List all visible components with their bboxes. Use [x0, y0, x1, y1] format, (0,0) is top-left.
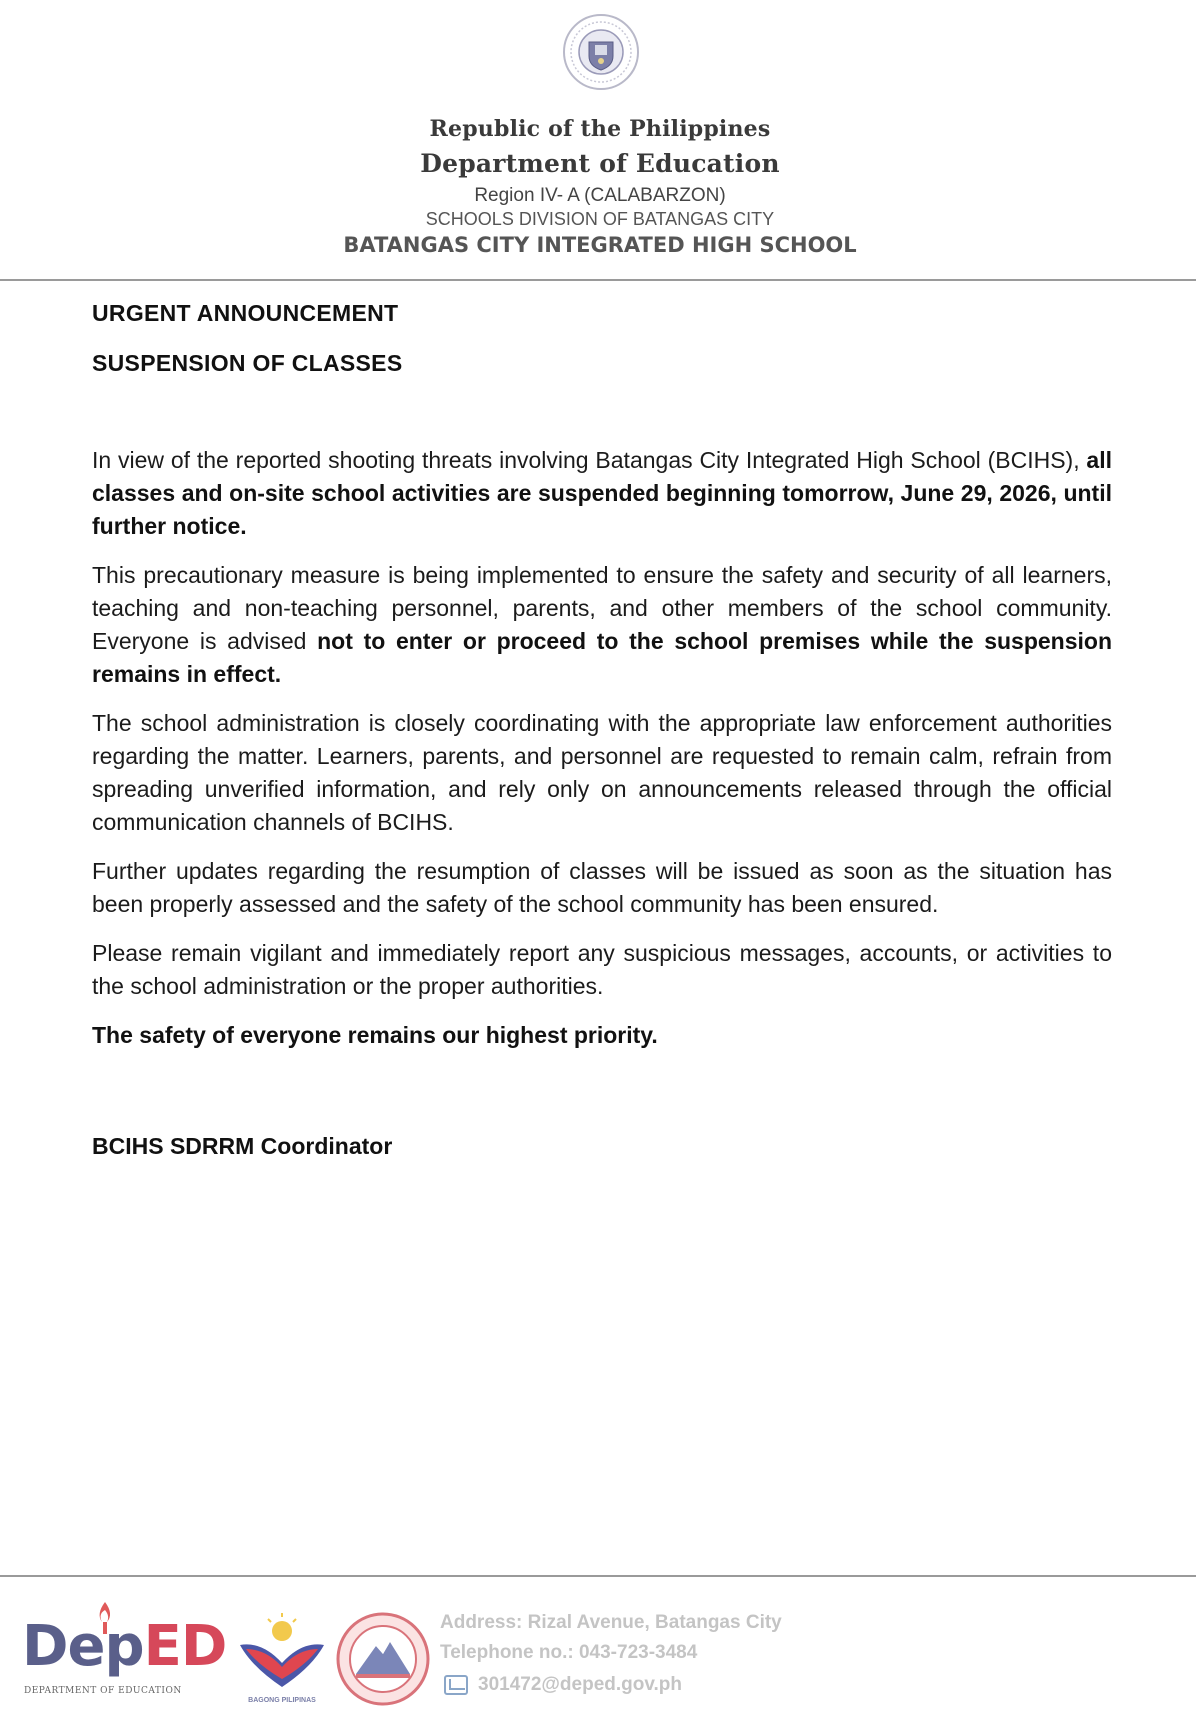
- school-seal-icon: [336, 1612, 430, 1706]
- bagong-pilipinas-logo: [232, 1605, 332, 1710]
- header-school-name: BATANGAS CITY INTEGRATED HIGH SCHOOL: [343, 233, 857, 257]
- footer-address: Address: Rizal Avenue, Batangas City: [440, 1612, 782, 1633]
- paragraph-2-text: This precautionary measure is being implemented to ensure the safety and security of all learners, teaching and non-teaching personnel, parents, and other members of the school community. Everyone is advised: [92, 562, 1112, 654]
- paragraph-5: Please remain vigilant and immediately report any suspicious messages, accounts, or activities to the school administration or the proper authorities.: [92, 940, 1112, 999]
- bagong-pilipinas-caption: BAGONG PILIPINAS: [248, 1697, 316, 1704]
- deped-logo-subtext: DEPARTMENT OF EDUCATION: [24, 1686, 182, 1696]
- header-republic: Republic of the Philippines: [429, 116, 771, 142]
- paragraph-2: [92, 559, 1112, 691]
- deped-seal-icon: [561, 12, 641, 92]
- deped-logo-wordmark: [22, 1614, 226, 1679]
- deped-logo-text-ed: ED: [143, 1614, 227, 1679]
- footer-email-row: [444, 1674, 682, 1696]
- header-region: Region IV- A (CALABARZON): [474, 185, 726, 206]
- header-department: Department of Education: [420, 149, 780, 178]
- deped-logo-text: [22, 1614, 226, 1679]
- header-division: SCHOOLS DIVISION OF BATANGAS CITY: [425, 209, 775, 229]
- paragraph-1-text: In view of the reported shooting threats involving Batangas City Integrated High School (BCIHS),: [92, 447, 1087, 473]
- deped-logo: [22, 1600, 227, 1710]
- footer-email[interactable]: 301472@deped.gov.ph: [478, 1674, 683, 1695]
- deped-logo-text-dep: Dep: [22, 1614, 144, 1679]
- email-icon: [444, 1675, 468, 1695]
- footer-divider: [0, 1575, 1196, 1577]
- closing-statement: The safety of everyone remains our highest priority.: [92, 1022, 658, 1048]
- announcement-subheading: SUSPENSION OF CLASSES: [92, 350, 403, 376]
- bagong-pilipinas-emblem-icon: [232, 1605, 332, 1695]
- signatory: BCIHS SDRRM Coordinator: [92, 1133, 393, 1159]
- paragraph-4: Further updates regarding the resumption of classes will be issued as soon as the situation has been properly assessed and the safety of the school community has been ensured.: [92, 858, 1112, 917]
- footer-telephone: Telephone no.: 043-723-3484: [440, 1642, 698, 1663]
- header-divider: [0, 279, 1196, 281]
- paragraph-2-bold: not to enter or proceed to the school premises while the suspension remains in effect.: [92, 628, 1113, 687]
- paragraph-3: The school administration is closely coordinating with the appropriate law enforcement authorities regarding the matter. Learners, parents, and personnel are requested to remain calm, refrain from spreading unverified information, and rely only on announcements released through the official communication channels of BCIHS.: [92, 710, 1112, 835]
- announcement-heading: URGENT ANNOUNCEMENT: [92, 300, 399, 326]
- announcement-body: [92, 444, 1112, 1052]
- paragraph-1: [92, 444, 1112, 543]
- paragraph-1-bold: all classes and on-site school activities are suspended beginning tomorrow, June 29, 2026, until further notice.: [92, 447, 1112, 539]
